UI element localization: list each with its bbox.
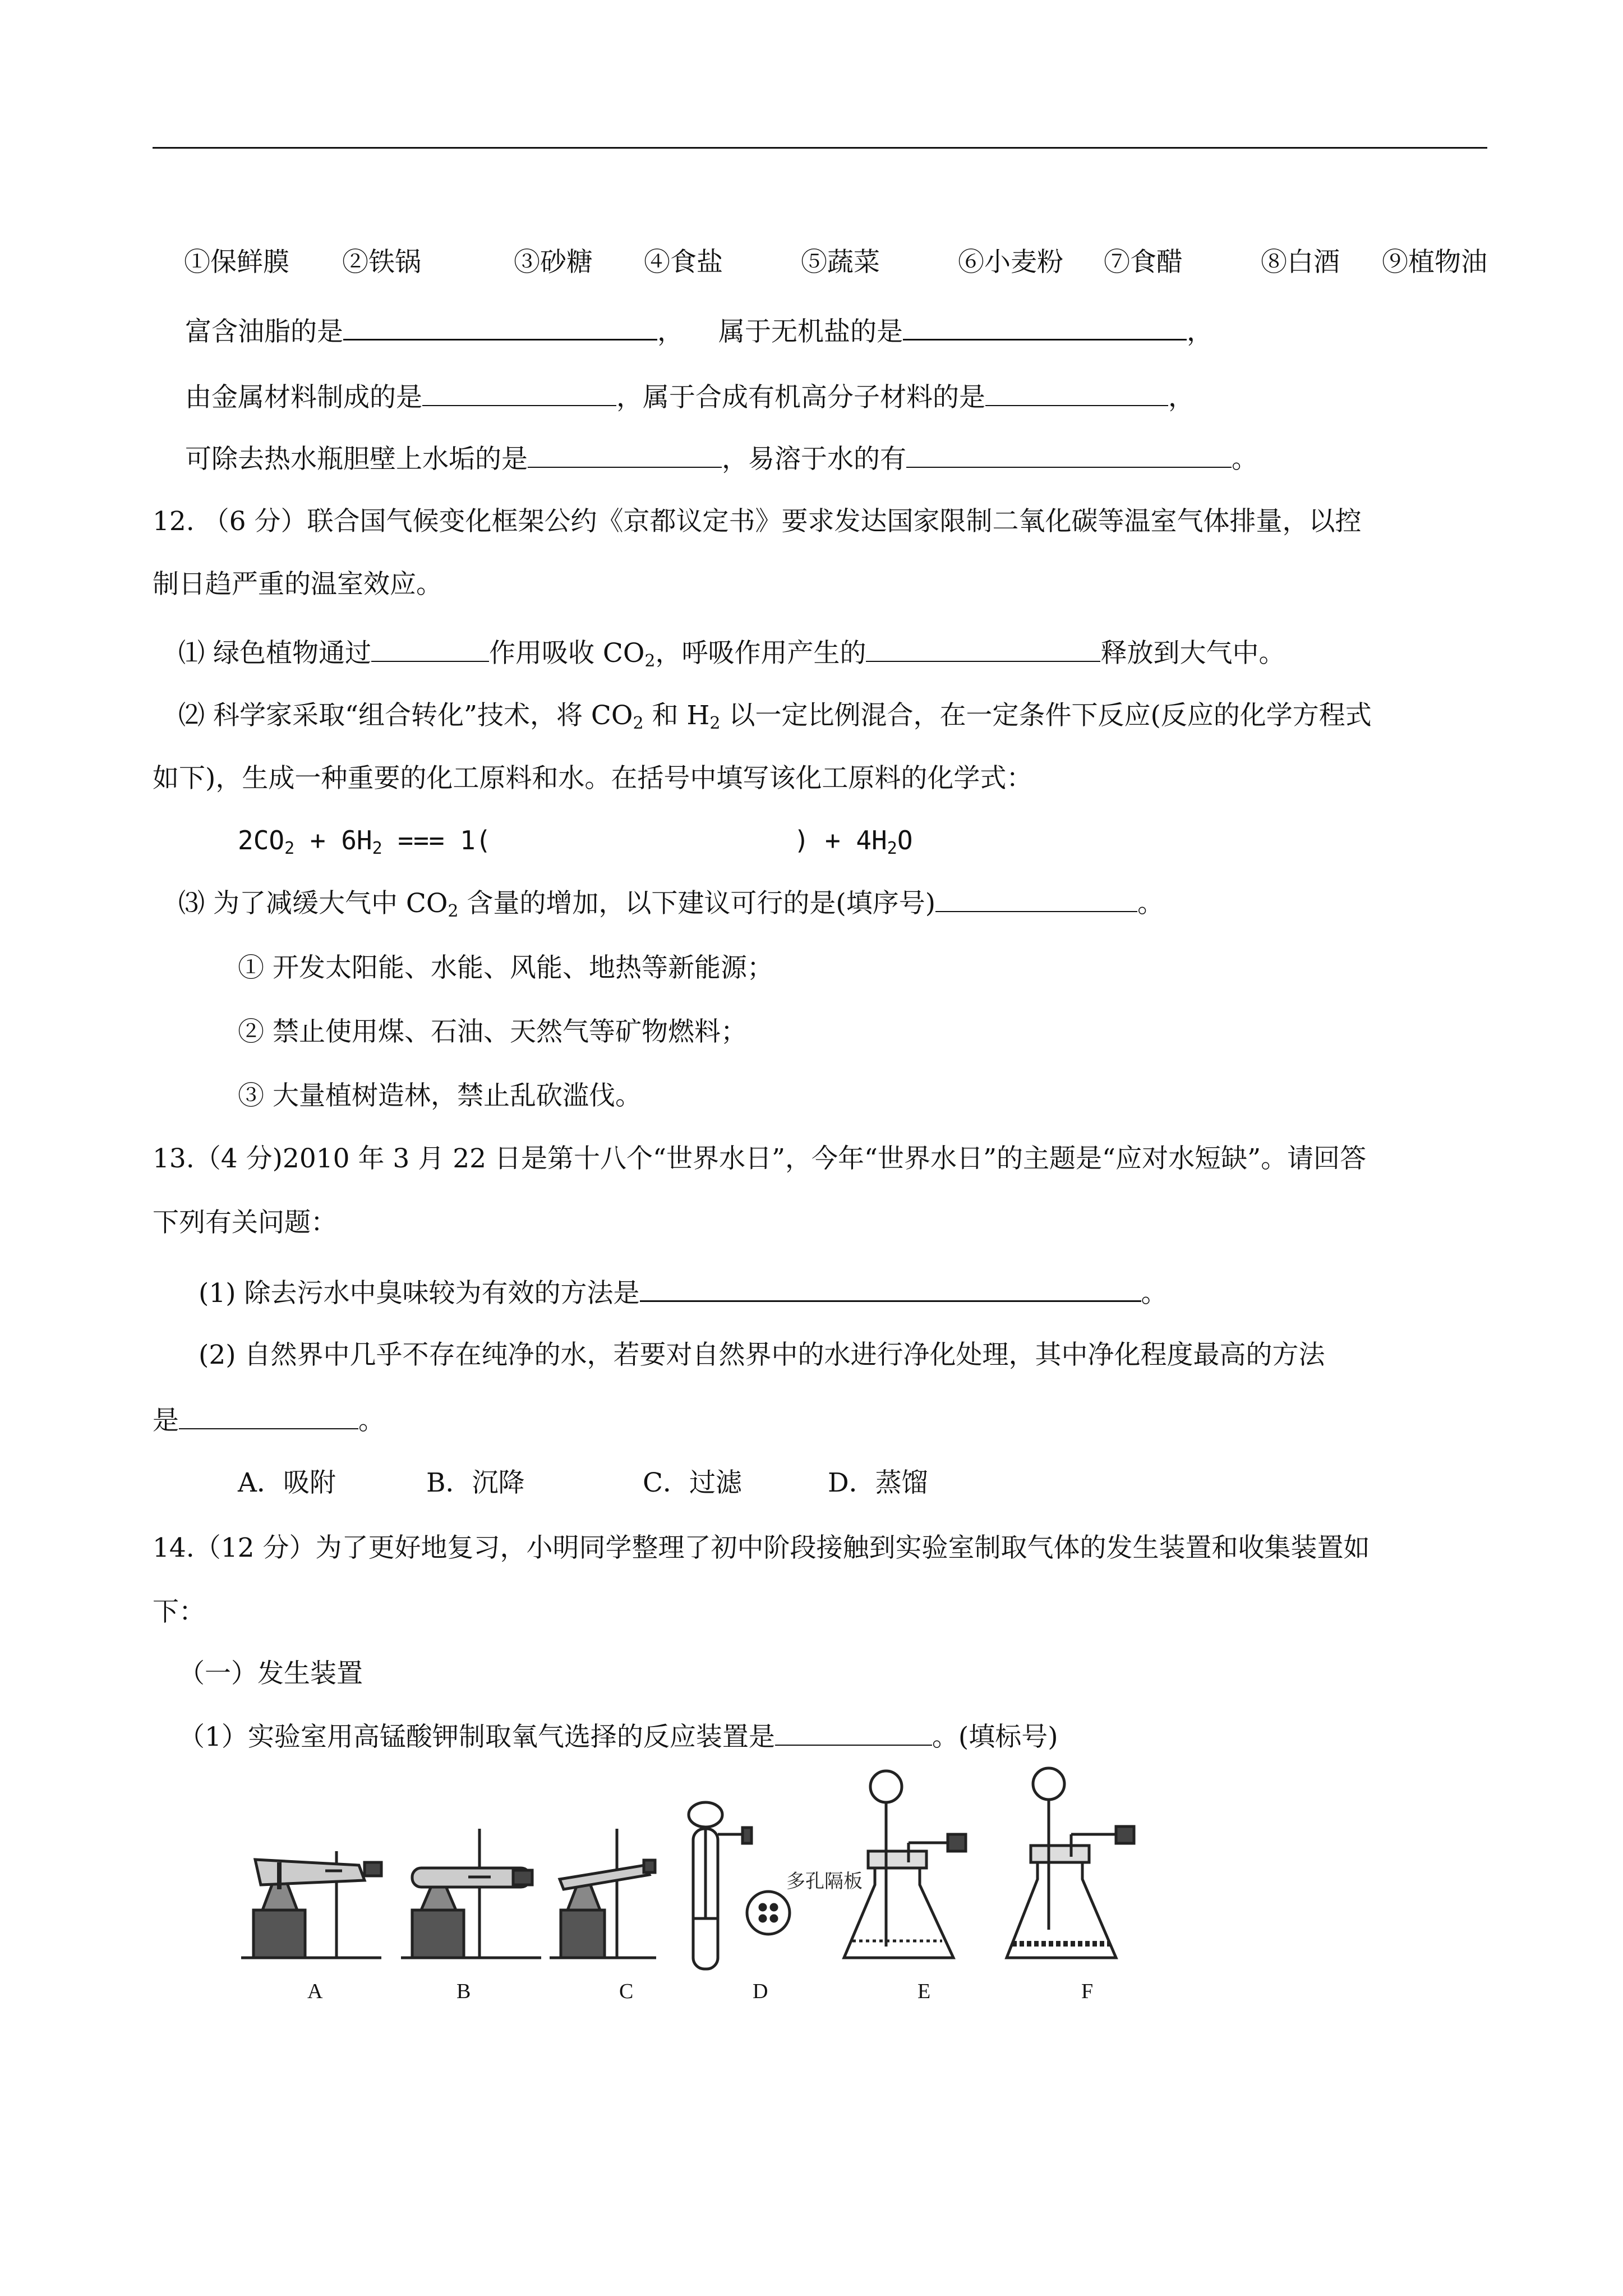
subscript: 2: [372, 839, 382, 858]
q11-line-2: [185, 379, 1195, 415]
q13-options: [238, 1466, 928, 1500]
q12-p1-text: 作用吸收 CO: [488, 638, 645, 669]
q11-salt-label: 属于无机盐的是: [718, 316, 903, 347]
q11-item: ④食盐: [644, 247, 723, 278]
q11-metal-blank[interactable]: [422, 379, 616, 406]
comma: ，: [1168, 382, 1195, 413]
fig-label-d: D: [753, 1980, 768, 2003]
fig-note: 多孔隔板: [786, 1870, 863, 1893]
q12-p2-text: 以一定比例混合，在一定条件下反应(反应的化学方程式: [720, 700, 1372, 731]
subscript: 2: [644, 651, 656, 671]
q12-photosynthesis-blank[interactable]: [371, 635, 489, 662]
q11-fat-blank[interactable]: [343, 313, 657, 341]
q12-p2-text: 和 H: [643, 700, 710, 731]
q12-option-3: ③ 大量植树造林，禁止乱砍滥伐。: [238, 1080, 642, 1111]
q11-line-3: [185, 441, 1258, 476]
q12-line-1: 12. （6 分）联合国气候变化框架公约《京都议定书》要求发达国家限制二氧化碳等温室气体排量，以控: [153, 506, 1362, 537]
q11-items: [184, 246, 1487, 279]
comma: ，: [1187, 316, 1213, 347]
q11-item: ⑤蔬菜: [801, 247, 880, 278]
apparatus-e: [844, 1771, 966, 1958]
q13-part-2-line-2: [153, 1402, 385, 1438]
q13-option-b[interactable]: B．沉降: [426, 1467, 525, 1498]
q11-metal-label: 由金属材料制成的是: [185, 382, 422, 413]
q14-p1-text: 。(填标号): [932, 1722, 1058, 1752]
q11-fat-label: 富含油脂的是: [185, 316, 343, 347]
fig-label-c: C: [619, 1980, 634, 2003]
q13-p2-text: 是: [153, 1405, 179, 1436]
q14-p1-text: （1）实验室用高锰酸钾制取氧气选择的反应装置是: [178, 1722, 775, 1752]
eq-term: O: [897, 825, 913, 855]
q12-p3-text: 含量的增加，以下建议可行的是(填序号): [458, 888, 936, 919]
q13-odor-blank[interactable]: [640, 1274, 1141, 1302]
q12-p1-text: 释放到大气中。: [1100, 638, 1285, 669]
q14-part-1: [178, 1719, 1058, 1754]
q11-polymer-label: ，属于合成有机高分子材料的是: [616, 382, 985, 413]
q12-respiration-blank[interactable]: [866, 635, 1100, 662]
q11-line-1: [185, 313, 1213, 349]
eq-term: === 1(: [382, 825, 491, 855]
q12-p1-text: ⑴ 绿色植物通过: [178, 638, 371, 669]
apparatus-figure: [230, 1750, 1172, 2014]
q13-line-1: 13.（4 分)2010 年 3 月 22 日是第十八个“世界水日”，今年“世界水日”的主题是“应对水短缺”。请回答: [153, 1143, 1367, 1174]
apparatus-a: [241, 1851, 381, 1958]
period: 。: [1137, 888, 1164, 919]
q14-line-1: 14.（12 分）为了更好地复习，小明同学整理了初中阶段接触到实验室制取气体的发生装置和收集装置如: [153, 1533, 1370, 1563]
eq-term: ) + 4H: [794, 825, 887, 855]
q11-salt-blank[interactable]: [903, 313, 1187, 341]
comma: ，: [657, 316, 684, 347]
q12-formula-blank[interactable]: [491, 823, 794, 849]
q14-apparatus-blank[interactable]: [775, 1719, 932, 1746]
q13-p1-text: (1) 除去污水中臭味较为有效的方法是: [199, 1278, 640, 1309]
eq-term: + 6H: [294, 825, 372, 855]
subscript: 2: [284, 839, 295, 858]
fig-label-e: E: [917, 1980, 931, 2003]
q12-line-2: 制日趋严重的温室效应。: [153, 569, 442, 600]
q12-part-2: [178, 699, 1372, 733]
q11-item: ⑧白酒: [1261, 247, 1340, 278]
apparatus-c: [550, 1829, 656, 1958]
apparatus-d: [689, 1802, 790, 1969]
q12-equation: [238, 823, 913, 857]
subscript: 2: [887, 839, 897, 858]
q11-item: ⑥小麦粉: [958, 247, 1063, 278]
q13-option-d[interactable]: D．蒸馏: [828, 1467, 928, 1498]
q13-purify-blank[interactable]: [179, 1402, 358, 1429]
q12-p2-text: ⑵ 科学家采取“组合转化”技术，将 CO: [178, 700, 633, 731]
q11-item: ②铁锅: [342, 247, 421, 278]
q12-p1-text: ，呼吸作用产生的: [655, 638, 866, 669]
fig-label-f: F: [1081, 1980, 1094, 2003]
q12-part-3: [178, 885, 1164, 921]
q13-line-2: 下列有关问题：: [153, 1207, 337, 1238]
q12-suggestion-blank[interactable]: [935, 885, 1137, 912]
apparatus-b: [401, 1829, 541, 1958]
q11-soluble-label: ，易溶于水的有: [722, 444, 906, 475]
q12-part-1: [178, 635, 1285, 670]
q11-soluble-blank[interactable]: [906, 441, 1232, 468]
subscript: 2: [709, 714, 721, 733]
header-rule: [153, 147, 1487, 149]
q14-section-title: （一）发生装置: [178, 1658, 363, 1689]
period: 。: [1141, 1278, 1168, 1309]
q13-part-2: (2) 自然界中几乎不存在纯净的水，若要对自然界中的水进行净化处理，其中净化程度最高的方法: [199, 1340, 1325, 1370]
apparatus-f: [1007, 1768, 1134, 1958]
subscript: 2: [448, 901, 459, 921]
q13-part-1: [199, 1274, 1168, 1310]
fig-label-a: A: [307, 1980, 323, 2003]
q12-p3-text: ⑶ 为了减缓大气中 CO: [178, 888, 448, 919]
eq-term: 2CO: [238, 825, 285, 855]
q14-line-2: 下：: [153, 1596, 205, 1627]
q11-item: ③砂糖: [514, 247, 593, 278]
q13-option-a[interactable]: A．吸附: [238, 1467, 336, 1498]
q11-item: ⑨植物油: [1382, 247, 1487, 278]
q12-option-1: ① 开发太阳能、水能、风能、地热等新能源；: [238, 953, 773, 983]
q11-scale-label: 可除去热水瓶胆壁上水垢的是: [185, 444, 528, 475]
q11-item: ⑦食醋: [1104, 247, 1183, 278]
fig-label-b: B: [457, 1980, 471, 2003]
q11-polymer-blank[interactable]: [985, 379, 1168, 406]
q11-scale-blank[interactable]: [528, 441, 722, 468]
q11-item: ①保鲜膜: [184, 247, 289, 278]
subscript: 2: [633, 714, 644, 733]
period: 。: [358, 1405, 385, 1436]
q12-option-2: ② 禁止使用煤、石油、天然气等矿物燃料；: [238, 1016, 747, 1047]
q13-option-c[interactable]: C．过滤: [643, 1467, 742, 1498]
period: 。: [1232, 444, 1258, 475]
q12-part-2-line-2: 如下)，生成一种重要的化工原料和水。在括号中填写该化工原料的化学式：: [153, 763, 1033, 794]
